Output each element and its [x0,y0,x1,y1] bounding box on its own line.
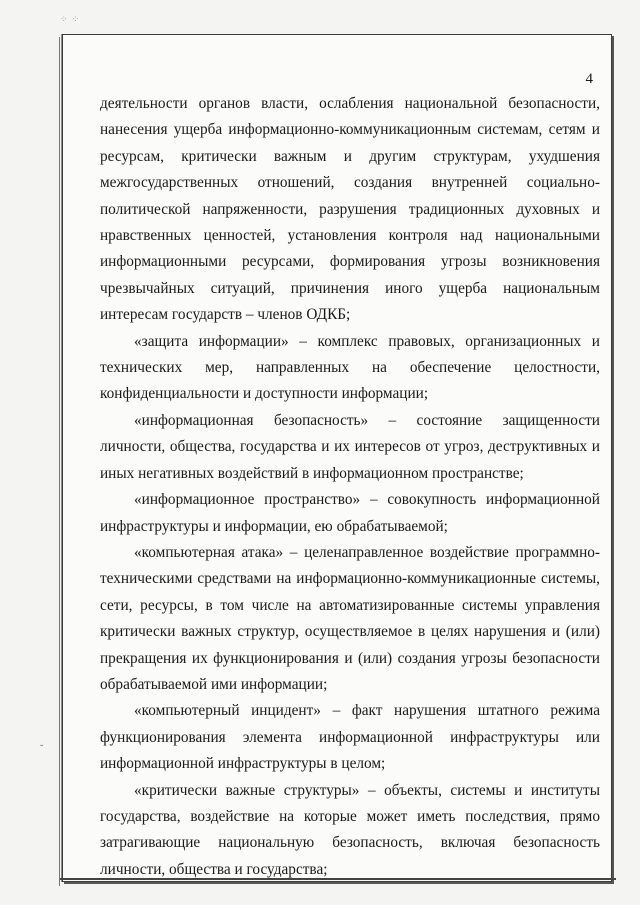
document-body [100,91,600,883]
paragraph-continuation: деятельности органов власти, ослабления национальной безопасности, нанесения ущерба информационно-коммуникационным системам, сетям и ресурсам, критически важным и другим структурам, ухудшения межгосударственных отношений, создания внутренней социально-политической напряженности, разрушения традиционных духовных и нравственных ценностей, установления контроля над национальными информационными ресурсами, формирования угрозы возникновения чрезвычайных ситуаций, причинения иного ущерба национальным интересам государств – членов ОДКБ; [100,95,600,324]
scan-corner-marks: ⁘ ⁘ [60,14,81,24]
paragraph-definition-computer-attack: «компьютерная атака» – целенаправленное воздействие программно-техническими средствами на информационно-коммуникационные системы, сети, ресурсы, в том числе на автоматизированные системы управления критически важных структур, осуществляемое в целях нарушения и (или) прекращения их функционирования и (или) создания угрозы безопасности обрабатываемой ими информации; [100,543,600,693]
paragraph-definition-computer-incident: «компьютерный инцидент» – факт нарушения штатного режима функционирования элемента информационной инфраструктуры или информационной инфраструктуры в целом; [100,702,600,773]
paragraph-definition-critical-structures: «критически важные структуры» – объекты, системы и институты государства, воздействие на которые может иметь последствия, прямо затрагивающие национальную безопасность, включая безопасность личности, общества и государства; [100,781,600,878]
document-page [62,34,612,882]
paragraph-definition-data-protection: «защита информации» – комплекс правовых, организационных и технических мер, направленных на обеспечение целостности, конфиденциальности и доступности информации; [100,332,600,403]
paragraph-definition-information-security: «информационная безопасность» – состояние защищенности личности, общества, государства и их интересов от угроз, деструктивных и иных негативных воздействий в информационном пространстве; [100,411,600,482]
page-number: 4 [585,71,593,87]
page-bottom-edge [60,878,616,883]
scan-side-mark: ˘ [40,744,44,755]
paragraph-definition-information-space: «информационное пространство» – совокупность информационной инфраструктуры и информации, ею обрабатываемой; [100,491,600,535]
